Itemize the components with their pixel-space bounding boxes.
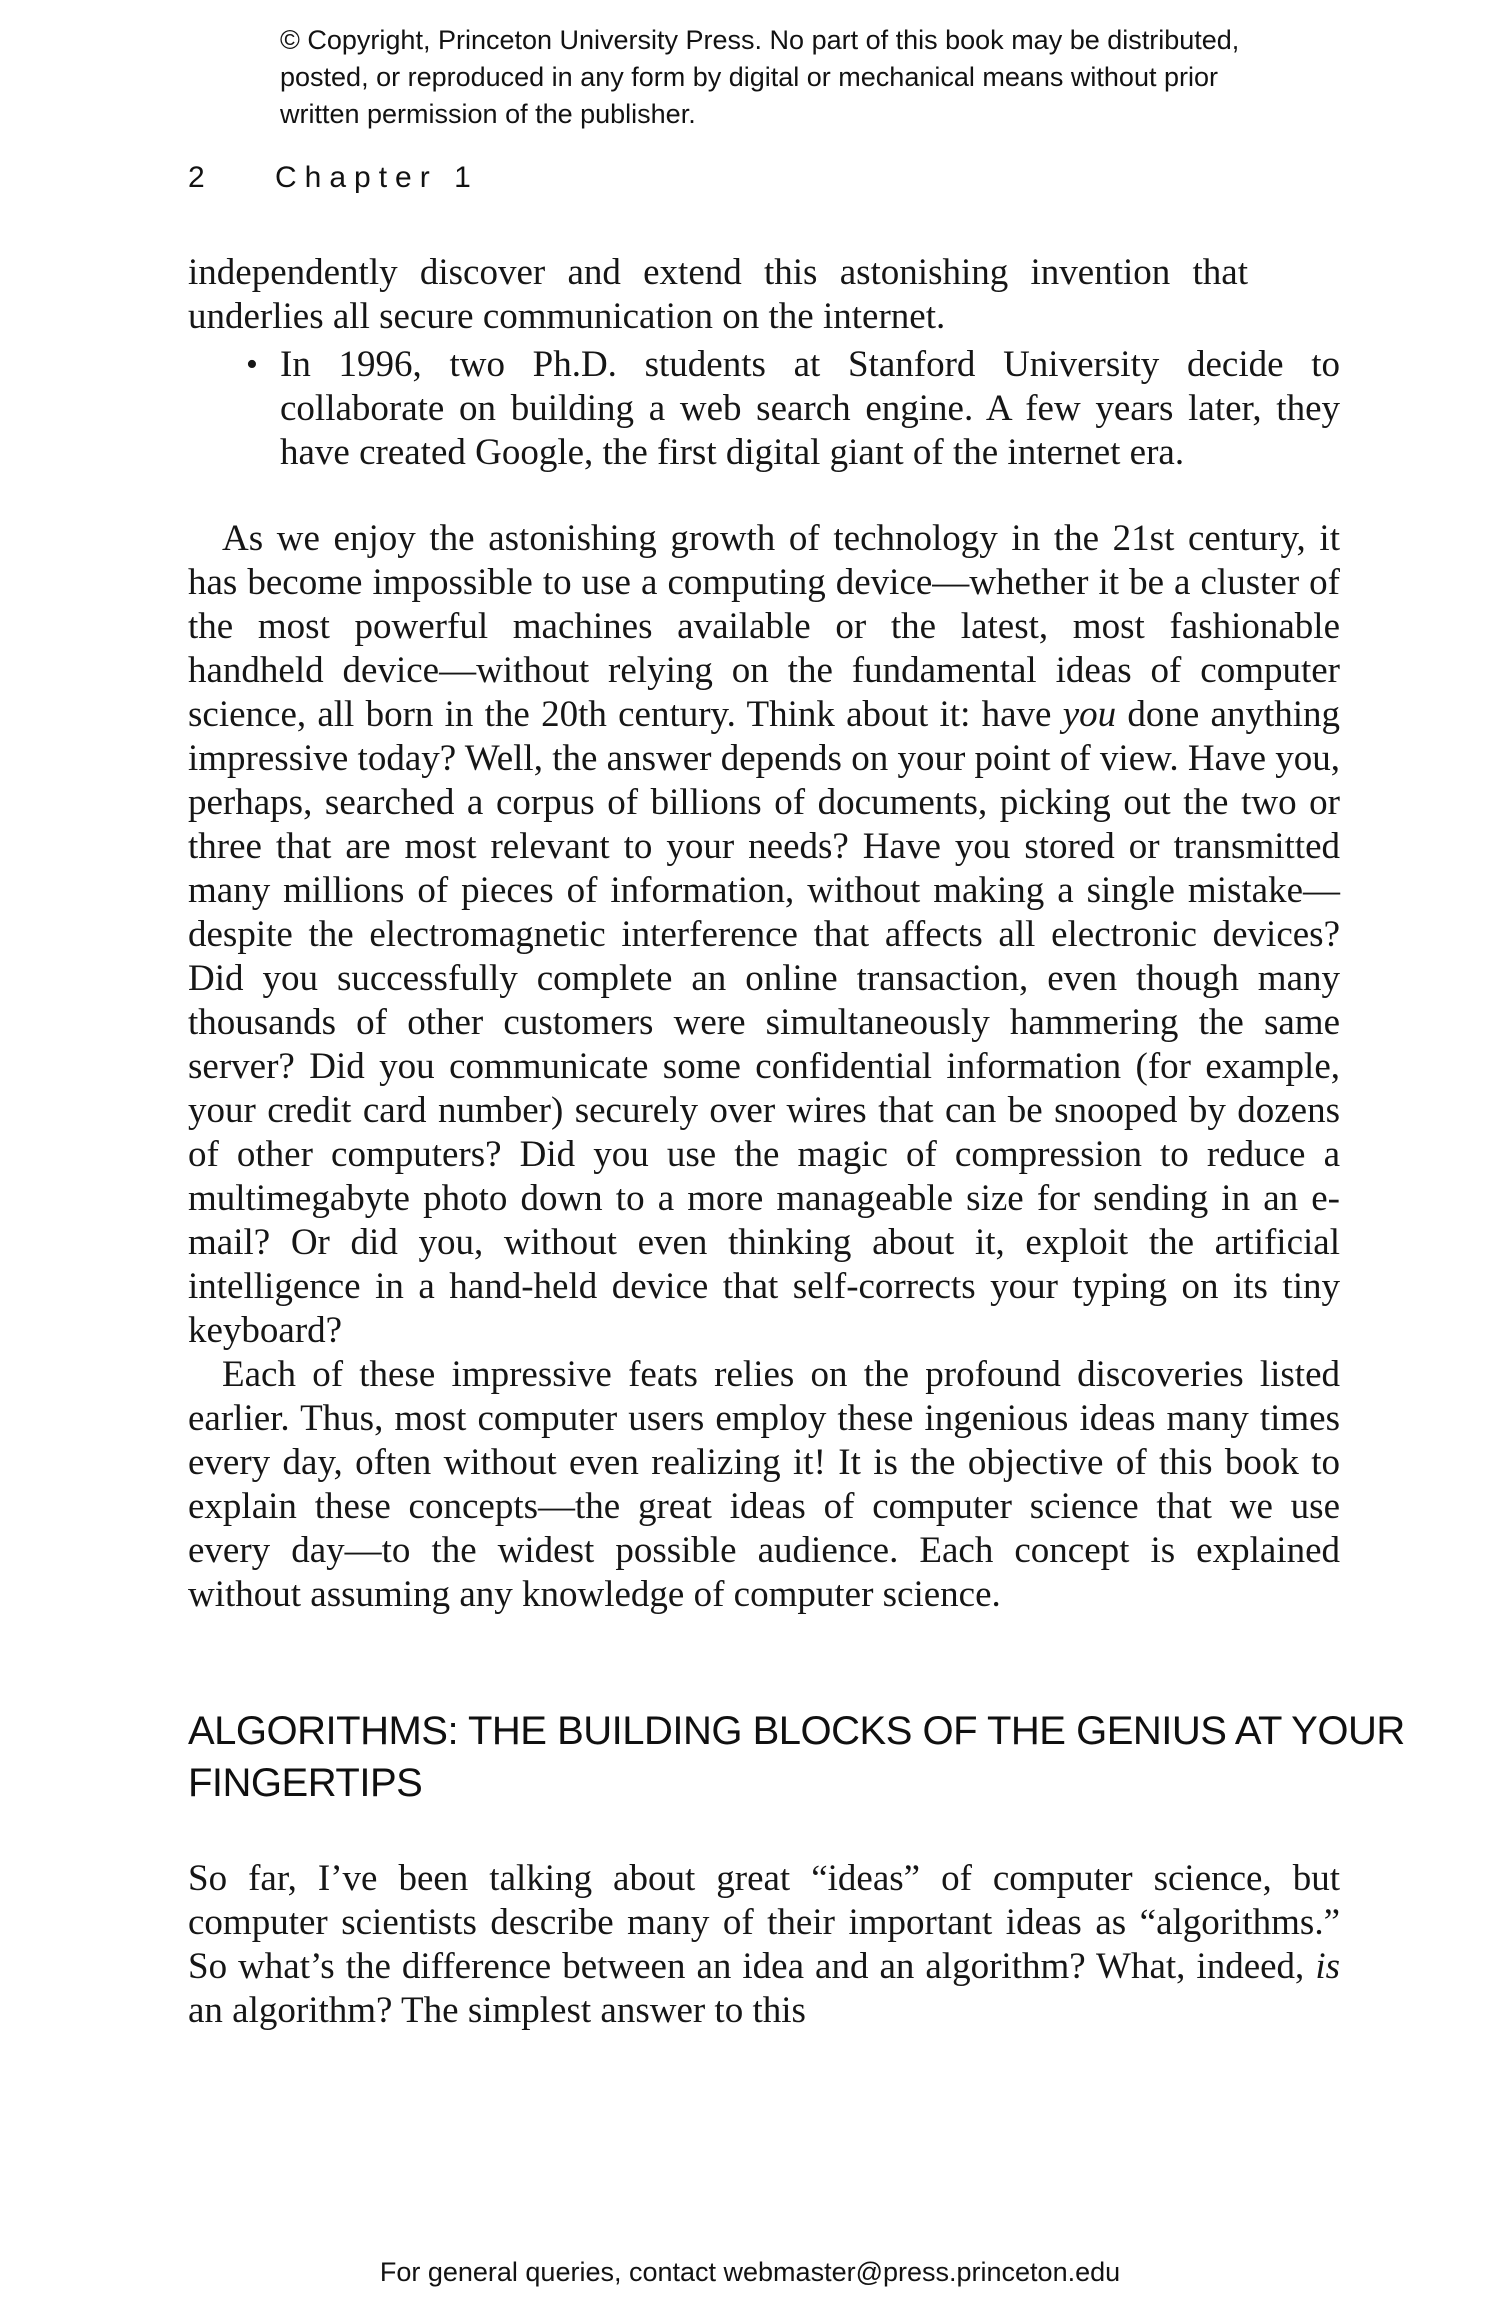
body-paragraphs — [188, 517, 1340, 1617]
page-number: 2 — [188, 161, 205, 194]
bullet-item-text: In 1996, two Ph.D. students at Stanford University decide to collaborate on building a web search engine. A few years later, they have created Google, the first digital giant of the internet era. — [280, 344, 1340, 473]
running-head: Chapter 1 — [275, 161, 479, 194]
bullet-icon: • — [246, 346, 258, 383]
bullet-continuation-paragraph: independently discover and extend this astonishing invention that underlies all secure communication on the internet. — [188, 252, 1248, 337]
copyright-notice: © Copyright, Princeton University Press. No part of this book may be distributed, posted, or reproduced in any form by digital or mechanical means without prior written permission of the publisher. — [280, 25, 1240, 129]
body-paragraphs-after-heading — [188, 1857, 1340, 2033]
section-heading: ALGORITHMS: THE BUILDING BLOCKS OF THE GENIUS AT YOUR FINGERTIPS — [188, 1709, 1405, 1805]
bullet-list-item — [246, 343, 1340, 475]
body-paragraph: So far, I’ve been talking about great “ideas” of computer science, but computer scientists describe many of their important ideas as “algorithms.” So what’s the difference between an idea and an algorithm? What, indeed, is an algorithm? The simplest answer to this — [188, 1858, 1340, 2031]
bullet-list — [188, 251, 1500, 475]
footer-text: For general queries, contact webmaster@press.princeton.edu — [379, 2257, 1121, 2287]
body-paragraph: Each of these impressive feats relies on the profound discoveries listed earlier. Thus, most computer users employ these ingenious ideas many times every day, often without even realizing it! It is the objective of this book to explain these concepts—the great ideas of computer science that we use every day—to the widest possible audience. Each concept is explained without assuming any knowledge of computer science. — [188, 1354, 1340, 1615]
body-paragraph: As we enjoy the astonishing growth of technology in the 21st century, it has become impossible to use a computing device—whether it be a cluster of the most powerful machines available or the latest, most fashionable handheld device—without relying on the fundamental ideas of computer science, all born in the 20th century. Think about it: have you done anything impressive today? Well, the answer depends on your point of view. Have you, perhaps, searched a corpus of billions of documents, picking out the two or three that are most relevant to your needs? Have you stored or transmitted many millions of pieces of information, without making a single mistake—despite the electromagnetic interference that affects all electronic devices? Did you successfully complete an online transaction, even though many thousands of other customers were simultaneously hammering the same server? Did you communicate some confidential information (for example, your credit card number) securely over wires that can be snooped by dozens of other computers? Did you use the magic of compression to reduce a multimegabyte photo down to a more manageable size for sending in an e-mail? Or did you, without even thinking about it, exploit the artificial intelligence in a hand-held device that self-corrects your typing on its tiny keyboard? — [188, 518, 1341, 1351]
page-header — [188, 159, 1500, 197]
